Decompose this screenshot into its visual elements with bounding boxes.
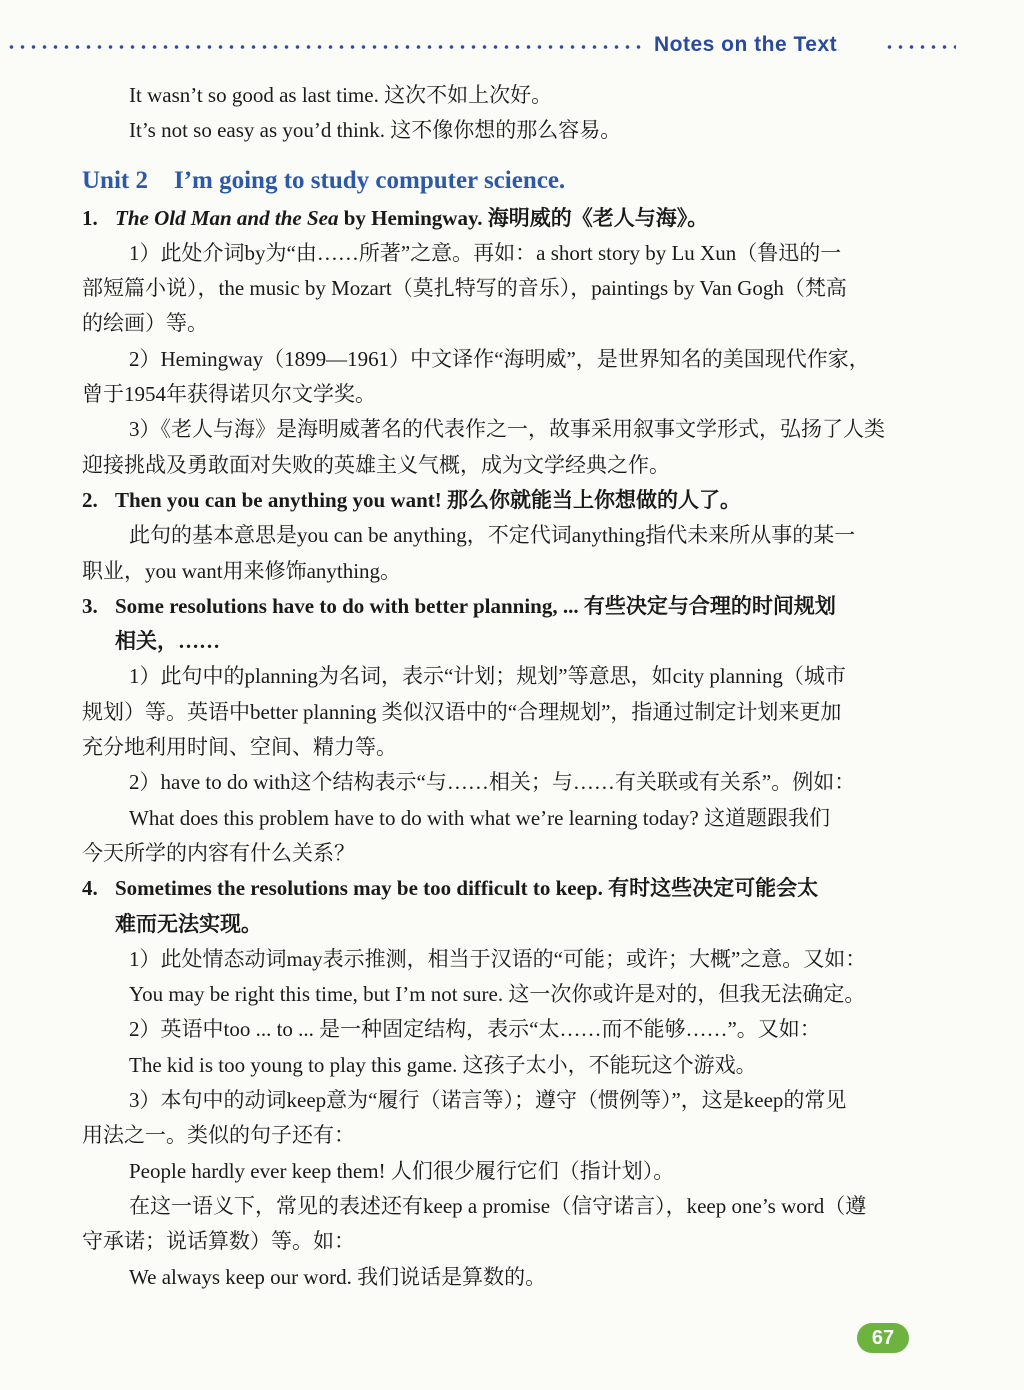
note-text: 此句的基本意思是you can be anything，不定代词anything指代未来所从事的某一 <box>129 523 856 548</box>
note-text: 3）《老人与海》是海明威著名的代表作之一，故事采用叙事文学形式，弘扬了人类 <box>129 417 885 442</box>
example-sentence: We always keep our word. 我们说话是算数的。 <box>129 1264 547 1289</box>
note-text: 今天所学的内容有什么关系？ <box>82 840 355 865</box>
note-heading <box>82 483 982 518</box>
note-title: Sometimes the resolutions may be too difficult to keep. 有时这些决定可能会太 <box>115 876 819 901</box>
note-title: Some resolutions have to do with better planning, ... 有些决定与合理的时间规划 <box>115 593 836 618</box>
note-text: 在这一语义下，常见的表述还有keep a promise（信守诺言），keep one’s word（遵 <box>129 1193 867 1218</box>
note-number: 3. <box>82 593 98 618</box>
note-text: 2）have to do with这个结构表示“与……相关；与……有关联或有关系”。例如： <box>129 770 856 795</box>
example-sentence: You may be right this time, but I’m not sure. 这一次你或许是对的，但我无法确定。 <box>129 982 866 1007</box>
note-text: 的绘画）等。 <box>82 311 208 336</box>
note-title: Then you can be anything you want! 那么你就能当上你想做的人了。 <box>115 487 741 512</box>
note-text: 1）此处介词by为“由……所著”之意。再如：a short story by Lu Xun（鲁迅的一 <box>129 240 842 265</box>
intro-example: It wasn’t so good as last time. 这次不如上次好。 <box>129 83 553 107</box>
note-title: by Hemingway. 海明威的《老人与海》。 <box>338 205 709 230</box>
unit-heading <box>82 163 982 199</box>
page-header <box>0 33 1024 61</box>
note-text: 2）英语中too ... to ... 是一种固定结构，表示“太……而不能够……”。又如： <box>129 1017 821 1042</box>
note-text: 部短篇小说），the music by Mozart（莫扎特写的音乐），paintings by Van Gogh（梵高 <box>82 276 847 301</box>
header-dotted-rule <box>6 45 646 49</box>
note-text: 曾于1954年获得诺贝尔文学奖。 <box>82 382 376 407</box>
book-title: The Old Man and the Sea <box>115 205 339 230</box>
note-text: 3）本句中的动词keep意为“履行（诺言等）；遵守（惯例等）”，这是keep的常见 <box>129 1088 847 1113</box>
note-text: 用法之一。类似的句子还有： <box>82 1123 355 1148</box>
unit-title: I’m going to study computer science. <box>173 166 566 194</box>
note-number: 4. <box>82 876 98 901</box>
note-text: 1）此句中的planning为名词，表示“计划；规划”等意思，如city planning（城市 <box>129 664 846 689</box>
note-text: 充分地利用时间、空间、精力等。 <box>82 735 397 760</box>
intro-example: It’s not so easy as you’d think. 这不像你想的那么容易。 <box>129 118 622 143</box>
note-heading <box>82 201 982 236</box>
note-text: 规划）等。英语中better planning 类似汉语中的“合理规划”，指通过制定计划来更加 <box>82 699 842 724</box>
note-text: 迎接挑战及勇敢面对失败的英雄主义气概，成为文学经典之作。 <box>82 452 670 477</box>
note-text: 守承诺；说话算数）等。如： <box>82 1229 355 1254</box>
note-text: 职业，you want用来修饰anything。 <box>82 558 402 583</box>
note-heading <box>82 589 982 624</box>
note-text: 2）Hemingway（1899—1961）中文译作“海明威”，是世界知名的美国现代作家， <box>129 346 870 371</box>
example-sentence: People hardly ever keep them! 人们很少履行它们（指计划）。 <box>129 1158 675 1183</box>
example-sentence: What does this problem have to do with what we’re learning today? 这道题跟我们 <box>129 805 830 830</box>
header-title: Notes on the Text <box>654 33 838 56</box>
note-title-continued: 难而无法实现。 <box>115 911 262 936</box>
note-text: 1）此处情态动词may表示推测，相当于汉语的“可能；或许；大概”之意。又如： <box>129 946 867 971</box>
page-content <box>82 78 982 1295</box>
note-number: 2. <box>82 487 98 512</box>
example-sentence: The kid is too young to play this game. 这孩子太小，不能玩这个游戏。 <box>129 1052 757 1077</box>
note-title-continued: 相关，…… <box>115 629 220 654</box>
note-number: 1. <box>82 205 98 230</box>
unit-name: Unit 2 <box>82 166 148 194</box>
page-number-badge: 67 <box>857 1323 909 1353</box>
header-dotted-rule-end <box>884 45 956 49</box>
note-heading <box>82 871 982 906</box>
